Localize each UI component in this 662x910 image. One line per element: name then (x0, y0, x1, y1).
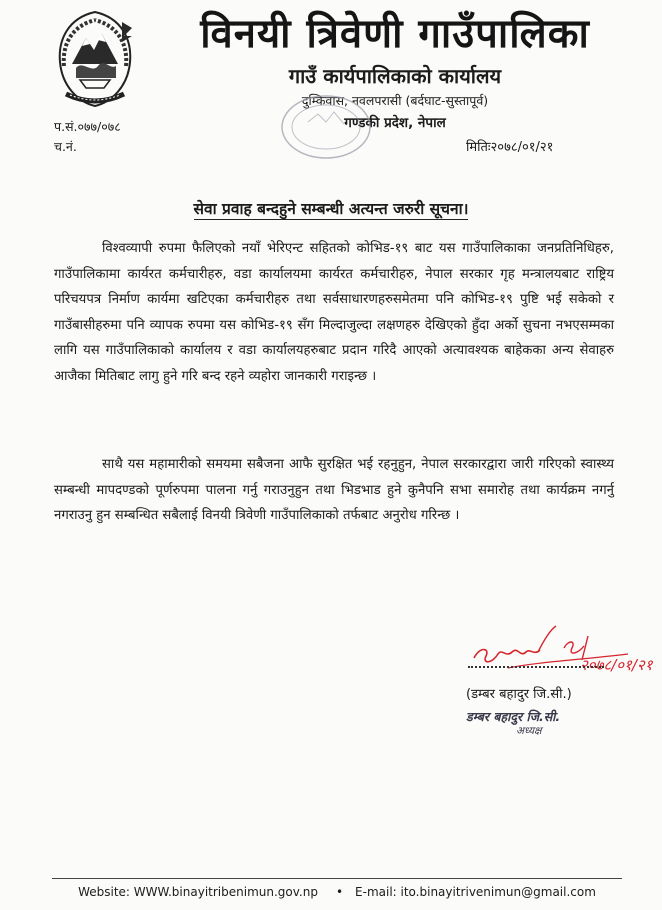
footer-bullet: • (335, 885, 344, 899)
municipality-title: विनयी त्रिवेणी गाउँपालिका (200, 11, 590, 57)
seal-role: अध्यक्ष (516, 725, 542, 737)
footer-website: Website: WWW.binayitribenimun.gov.np (78, 885, 318, 899)
office-subtitle: गाउँ कार्यपालिकाको कार्यालय (288, 64, 502, 88)
notice-subject-text: सेवा प्रवाह बन्दहुने सम्बन्धी अत्यन्त जरुरी सूचना। (193, 200, 469, 218)
office-address: दुम्किवास, नवलपरासी (बर्दघाट-सुस्तापूर्व) (301, 93, 489, 108)
office-stamp-icon (278, 92, 374, 162)
notice-date: मितिः२०७८/०१/२१ (466, 140, 554, 155)
notice-paragraph-2: साथै यस महामारीको समयमा सबैजना आफै सुरक्षित भई रहनुहुन, नेपाल सरकारद्वारा जारी गरिएको स्वास्थ्य सम्बन्धी मापदण्डको पूर्णरुपमा पालना गर्नु गराउनुहुन तथा भिडभाड हुने कुनैपनि सभा समारोह तथा कार्यक्रम नगर्नु नगराउनु हुन सम्बन्धित सबैलाई विनयी त्रिवेणी गाउँपालिकाको तर्फबाट अनुरोध गरिन्छ । (54, 457, 614, 523)
nepal-emblem-icon (52, 8, 138, 110)
signature-line (468, 666, 604, 668)
dispatch-number: च.नं. (54, 139, 77, 154)
footer (52, 885, 622, 899)
signatory-name: (डम्बर बहादुर जि.सी.) (466, 687, 572, 702)
handwritten-signature-icon (468, 618, 653, 680)
footer-email: E-mail: ito.binayitrivenimun@gmail.com (355, 885, 596, 899)
notice-subject (0, 197, 662, 219)
notice-paragraph-1: विश्वव्यापी रुपमा फैलिएको नयाँ भेरिएन्ट सहितको कोभिड-१९ बाट यस गाउँपालिकाका जनप्रतिनिधिहरु, गाउँपालिकामा कार्यरत कर्मचारीहरु, वडा कार्यालयमा कार्यरत कर्मचारीहरु, नेपाल सरकार गृह मन्त्रालयबाट राष्ट्रिय परिचयपत्र निर्माण कार्यमा खटिएका कर्मचारीहरु तथा सर्वसाधारणहरुसमेतमा पनि कोभिड-१९ पुष्टि भई सकेको र गाउँबासीहरुमा पनि व्यापक रुपमा यस कोभिड-१९ सँग मिल्दाजुल्दा लक्षणहरु देखिएको हुँदा अर्को सुचना नभएसम्मका लागि यस गाउँपालिकाको कार्यालय र वडा कार्यालयहरुबाट प्रदान गरिदै आएको अत्यावश्यक बाहेकका अन्य सेवाहरु आजैका मितिबाट लागु हुने गरि बन्द रहने व्यहोरा जानकारी गराइन्छ । (54, 241, 614, 384)
seal-name: डम्बर बहादुर जि.सी. (466, 709, 561, 724)
footer-divider (52, 878, 622, 879)
signature-handwritten-date: २०७८/०१/२१ (580, 656, 653, 674)
office-province: गण्डकी प्रदेश, नेपाल (344, 115, 446, 131)
reference-number: प.सं.०७७/०७८ (54, 119, 121, 134)
